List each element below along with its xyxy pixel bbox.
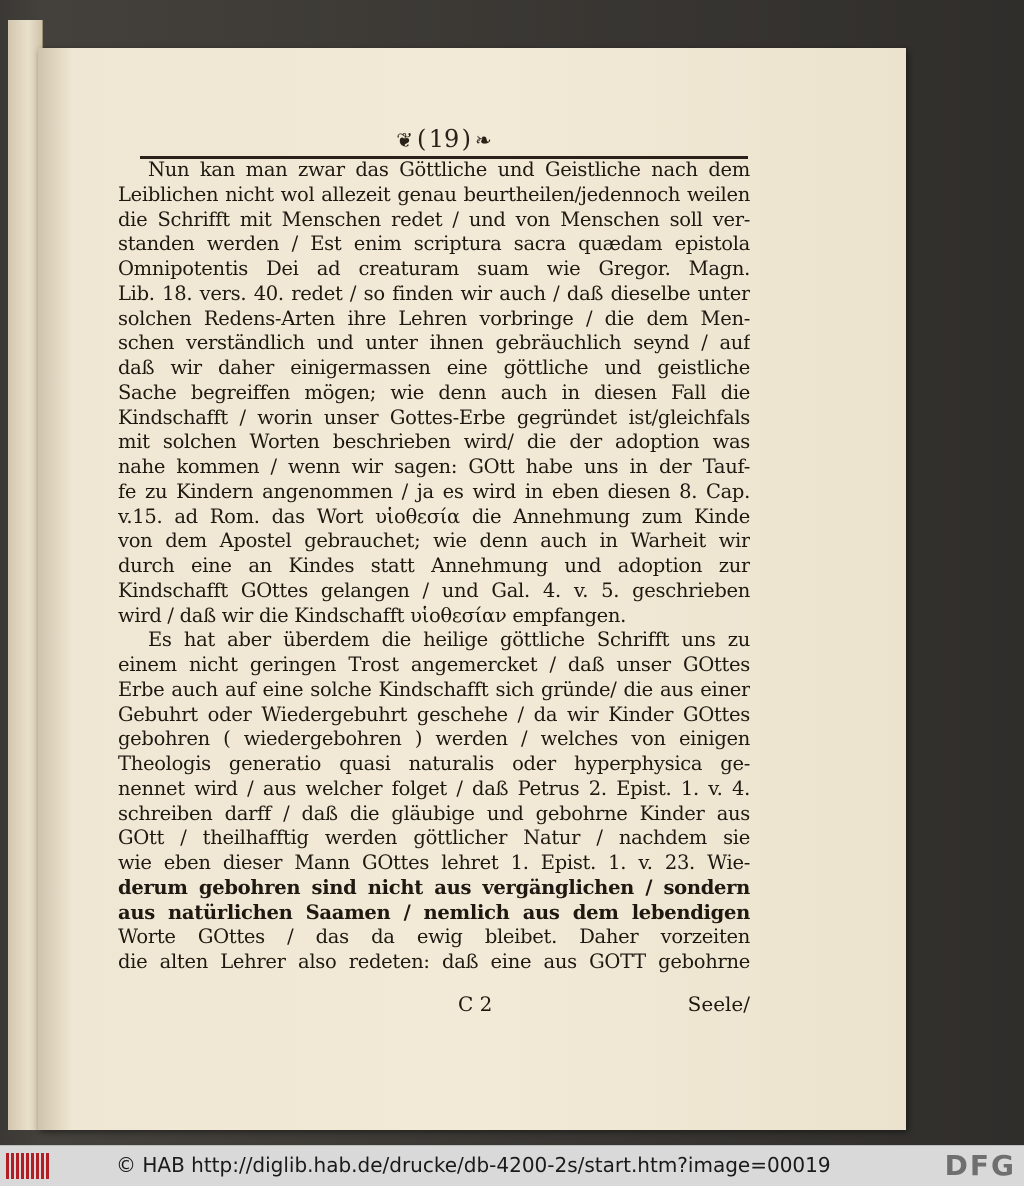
catchword: Seele/ (687, 992, 750, 1016)
text-line: Nun kan man zwar das Göttliche und Geistliche nach dem (148, 158, 750, 181)
text-line: derum gebohren sind nicht aus vergänglichen / sondern (118, 875, 750, 899)
text-line: nennet wird / aus welcher folget / daß Petrus 2. Epist. 1. v. 4. (118, 776, 750, 800)
text-line: mit solchen Worten beschrieben wird/ die der adoption was (118, 430, 750, 454)
text-line: durch eine an Kindes statt Annehmung und adoption zur (118, 554, 750, 577)
text-line: Leiblichen nicht wol allezeit genau beurtheilen/jedennoch weilen (118, 182, 750, 206)
text-line: GOtt / theilhafftig werden göttlicher Natur / nachdem sie (118, 826, 750, 850)
text-line: daß wir daher einigermassen eine göttliche und geistliche (118, 356, 750, 379)
text-line: nahe kommen / wenn wir sagen: GOtt habe uns in der Tauf- (118, 455, 750, 478)
text-line: Theologis generatio quasi naturalis oder hyperphysica ge- (118, 752, 750, 775)
text-line: aus natürlichen Saamen / nemlich aus dem lebendigen (118, 900, 750, 924)
dfg-logo: DFG (944, 1149, 1016, 1182)
text-line: Lib. 18. vers. 40. redet / so finden wir auch / daß dieselbe unter (118, 281, 750, 305)
text-line: Kindschafft GOttes gelangen / und Gal. 4. v. 5. geschrieben (118, 578, 750, 602)
text-line: wie eben dieser Mann GOttes lehret 1. Epist. 1. v. 23. Wie- (118, 851, 750, 874)
body-text (118, 158, 750, 975)
viewer-footer (0, 1145, 1024, 1186)
text-line: Sache begreiffen mögen; wie denn auch in diesen Fall die (118, 380, 750, 404)
text-line: standen werden / Est enim scriptura sacra quædam epistola (118, 232, 750, 256)
text-line: v.15. ad Rom. das Wort υἱοθεσία die Annehmung zum Kinde (118, 504, 750, 528)
hab-logo-icon (6, 1153, 50, 1179)
text-line: die alten Lehrer also redeten: daß eine aus GOTT gebohrne (118, 950, 750, 973)
text-line: solchen Redens-Arten ihre Lehren vorbringe / die dem Men- (118, 306, 750, 330)
text-line: einem nicht geringen Trost angemercket / daß unser GOttes (118, 653, 750, 676)
text-line: gebohren ( wiedergebohren ) werden / welches von einigen (118, 727, 750, 751)
text-line: schreiben darff / daß die gläubige und gebohrne Kinder aus (118, 801, 750, 825)
fleuron-icon: ❧ (475, 128, 492, 152)
text-line: schen verständlich und unter ihnen gebräuchlich seynd / auf (118, 331, 750, 355)
text-line: Gebuhrt oder Wiedergebuhrt geschehe / da wir Kinder GOttes (118, 702, 750, 726)
page-footer (118, 992, 750, 1022)
text-line: von dem Apostel gebrauchet; wie denn auch in Warheit wir (118, 529, 750, 553)
signature-mark: C 2 (458, 992, 493, 1016)
page-number: 19 (428, 125, 460, 153)
page-number-line: ❦ ( 19 ) ❧ (396, 125, 492, 153)
text-line: Es hat aber überdem die heilige göttliche Schrifft uns zu (148, 628, 750, 652)
text-line: die Schrifft mit Menschen redet / und von Menschen soll ver- (118, 207, 750, 231)
text-line: fe zu Kindern angenommen / ja es wird in eben diesen 8. Cap. (118, 479, 750, 503)
text-line: Worte GOttes / das da ewig bleibet. Daher vorzeiten (118, 925, 750, 949)
fleuron-icon: ❦ (396, 128, 413, 152)
copyright-credit[interactable]: © HAB http://diglib.hab.de/drucke/db-4200-2s/start.htm?image=00019 (116, 1153, 831, 1177)
text-line: wird / daß wir die Kindschafft υἱοθεσίαν empfangen. (118, 603, 627, 627)
text-line: Erbe auch auf eine solche Kindschafft sich gründe/ die aus einer (118, 677, 750, 701)
text-line: Omnipotentis Dei ad creaturam suam wie Gregor. Magn. (118, 257, 750, 280)
page-header (140, 125, 748, 159)
text-line: Kindschafft / worin unser Gottes-Erbe gegründet ist/gleichfals (118, 405, 750, 429)
